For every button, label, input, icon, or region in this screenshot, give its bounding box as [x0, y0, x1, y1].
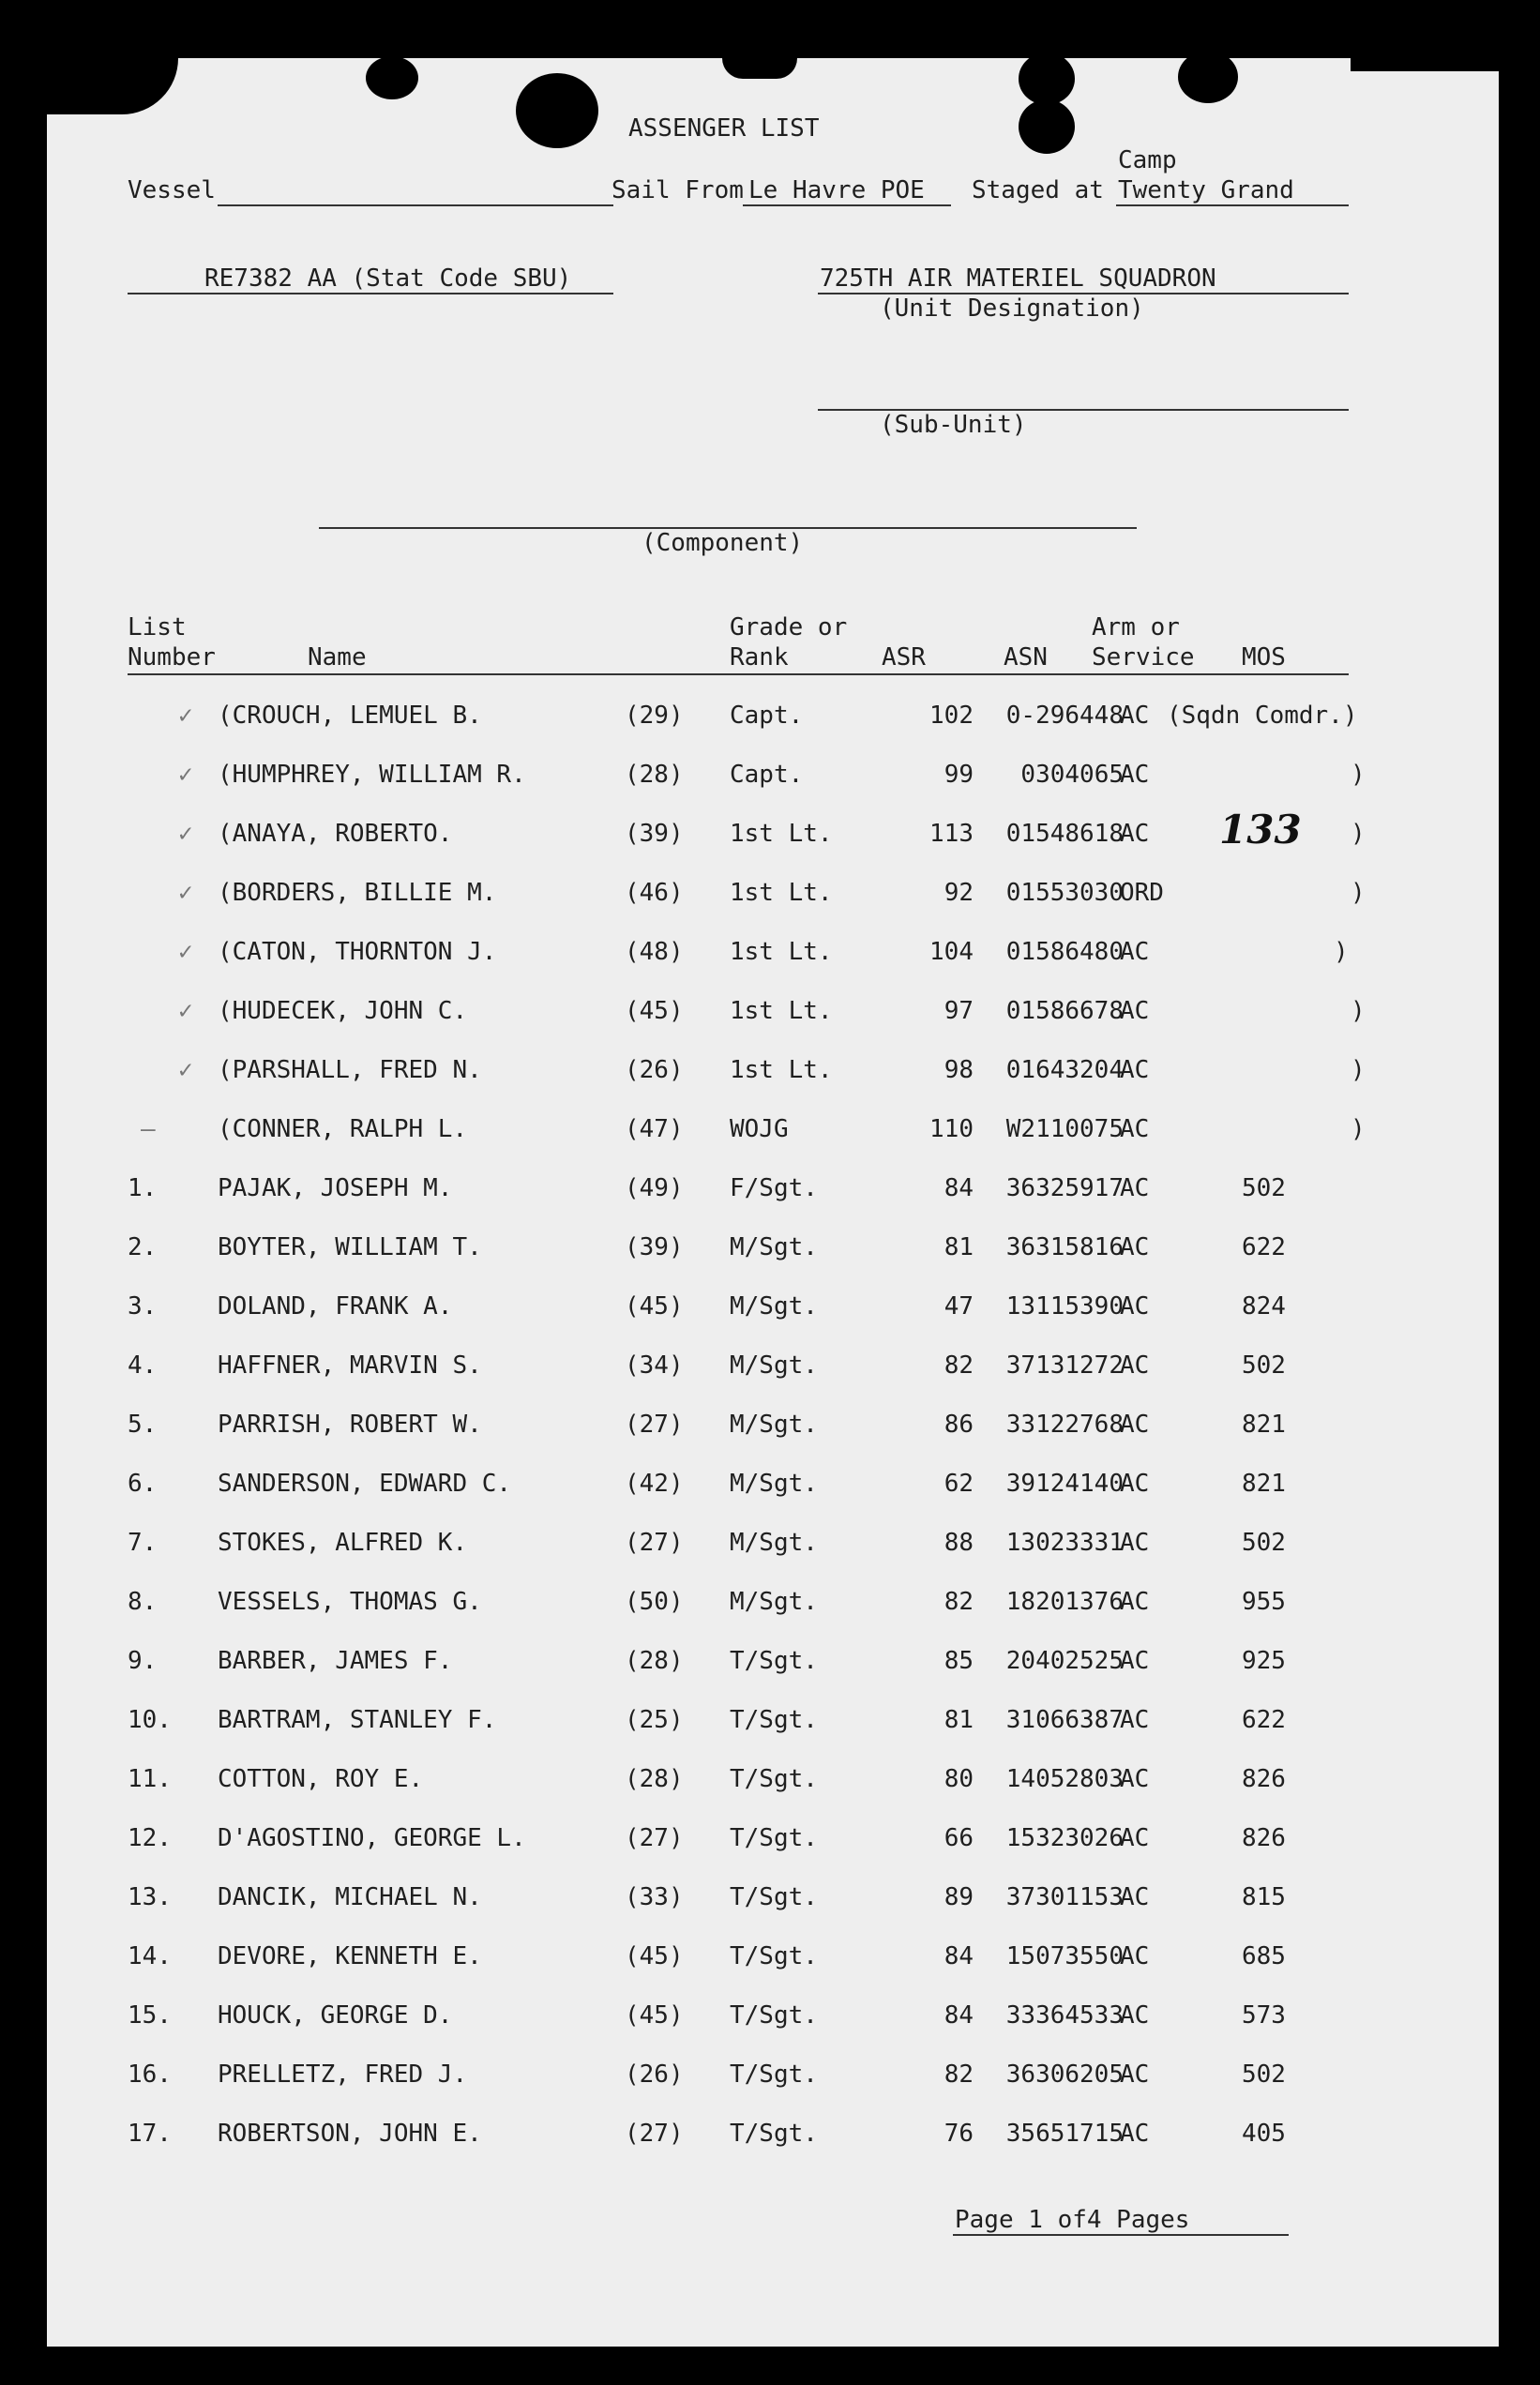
officer-row: [47, 1115, 1499, 1153]
officer-rank: WOJG: [730, 1115, 789, 1143]
dash-mark-icon: —: [141, 1115, 152, 1143]
enlisted-rank: T/Sgt.: [730, 1883, 818, 1911]
enlisted-row: [47, 1765, 1499, 1803]
list-number: 7.: [128, 1529, 158, 1557]
component-label: (Component): [642, 529, 804, 557]
officer-age: (39): [625, 820, 684, 848]
list-number: 5.: [128, 1411, 158, 1439]
enlisted-asr: 62: [944, 1470, 974, 1498]
enlisted-age: (27): [625, 2120, 684, 2148]
enlisted-asr: 66: [944, 1824, 974, 1852]
enlisted-mos: 502: [1242, 1529, 1286, 1557]
punch-hole: [366, 56, 418, 99]
enlisted-mos: 622: [1242, 1706, 1286, 1734]
list-number: 8.: [128, 1588, 158, 1616]
enlisted-arm: AC: [1120, 1411, 1150, 1439]
enlisted-mos: 826: [1242, 1824, 1286, 1852]
page-counter: Page 1 of4 Pages: [955, 2206, 1190, 2234]
enlisted-arm: AC: [1120, 1706, 1150, 1734]
enlisted-rank: M/Sgt.: [730, 1588, 818, 1616]
enlisted-asn: 18201376: [1005, 1588, 1124, 1616]
enlisted-name: BARTRAM, STANLEY F.: [218, 1706, 497, 1734]
check-mark-icon: ✓: [178, 1056, 193, 1084]
officer-name: (BORDERS, BILLIE M.: [218, 879, 497, 907]
enlisted-arm: AC: [1120, 1292, 1150, 1321]
sail-from-line: [743, 204, 951, 206]
enlisted-mos: 622: [1242, 1233, 1286, 1261]
enlisted-row: [47, 1411, 1499, 1448]
officer-name: (HUMPHREY, WILLIAM R.: [218, 761, 526, 789]
list-number: 11.: [128, 1765, 172, 1793]
enlisted-arm: AC: [1120, 1765, 1150, 1793]
camp-value: Twenty Grand: [1118, 176, 1294, 204]
stamped-number: 133: [1219, 807, 1302, 853]
camp-label: Camp: [1118, 146, 1177, 174]
enlisted-asr: 85: [944, 1647, 974, 1675]
enlisted-asn: 13115390: [1005, 1292, 1124, 1321]
officer-paren: ): [1351, 820, 1366, 848]
officer-age: (29): [625, 702, 684, 730]
officer-arm: AC: [1120, 997, 1150, 1025]
enlisted-row: [47, 1824, 1499, 1862]
enlisted-rank: T/Sgt.: [730, 1765, 818, 1793]
enlisted-name: BOYTER, WILLIAM T.: [218, 1233, 482, 1261]
enlisted-row: [47, 1351, 1499, 1389]
enlisted-arm: AC: [1120, 1647, 1150, 1675]
enlisted-age: (28): [625, 1765, 684, 1793]
enlisted-mos: 955: [1242, 1588, 1286, 1616]
col-arm-header: Arm or: [1092, 613, 1180, 642]
col-asr-header: ASR: [882, 643, 926, 672]
enlisted-mos: 925: [1242, 1647, 1286, 1675]
officer-rank: 1st Lt.: [730, 879, 833, 907]
officer-age: (26): [625, 1056, 684, 1084]
enlisted-mos: 821: [1242, 1470, 1286, 1498]
officer-asr: 110: [929, 1115, 974, 1143]
officer-arm: AC: [1120, 1056, 1150, 1084]
enlisted-mos: 502: [1242, 1174, 1286, 1202]
enlisted-age: (39): [625, 1233, 684, 1261]
enlisted-name: DANCIK, MICHAEL N.: [218, 1883, 482, 1911]
officer-rank: 1st Lt.: [730, 997, 833, 1025]
officer-age: (46): [625, 879, 684, 907]
enlisted-asr: 81: [944, 1706, 974, 1734]
officer-asr: 99: [944, 761, 974, 789]
col-list-header-2: Number: [128, 643, 216, 672]
page-title: ASSENGER LIST: [628, 114, 820, 143]
list-number: 12.: [128, 1824, 172, 1852]
officer-asn: 01586480: [1005, 938, 1124, 966]
officer-asr: 104: [929, 938, 974, 966]
list-number: 3.: [128, 1292, 158, 1321]
check-mark-icon: ✓: [178, 761, 193, 789]
enlisted-arm: AC: [1120, 1588, 1150, 1616]
enlisted-asn: 20402525: [1005, 1647, 1124, 1675]
officer-row: [47, 879, 1499, 916]
page-counter-underline: [953, 2234, 1289, 2236]
enlisted-asr: 76: [944, 2120, 974, 2148]
sail-from-value: Le Havre POE: [748, 176, 925, 204]
enlisted-arm: AC: [1120, 2001, 1150, 2030]
officer-rank: 1st Lt.: [730, 1056, 833, 1084]
torn-corner: [47, 58, 178, 114]
enlisted-asn: 35651715: [1005, 2120, 1124, 2148]
enlisted-asn: 33364533: [1005, 2001, 1124, 2030]
officer-rank: 1st Lt.: [730, 938, 833, 966]
enlisted-age: (50): [625, 1588, 684, 1616]
officer-asn: 01548618: [1005, 820, 1124, 848]
enlisted-rank: M/Sgt.: [730, 1529, 818, 1557]
list-number: 2.: [128, 1233, 158, 1261]
enlisted-name: HAFFNER, MARVIN S.: [218, 1351, 482, 1380]
enlisted-mos: 573: [1242, 2001, 1286, 2030]
enlisted-age: (49): [625, 1174, 684, 1202]
torn-edge: [1351, 58, 1499, 71]
enlisted-asn: 13023331: [1005, 1529, 1124, 1557]
enlisted-arm: AC: [1120, 1942, 1150, 1970]
officer-name: (PARSHALL, FRED N.: [218, 1056, 482, 1084]
enlisted-arm: AC: [1120, 1470, 1150, 1498]
officer-arm: ORD: [1120, 879, 1164, 907]
enlisted-age: (25): [625, 1706, 684, 1734]
officer-arm: AC: [1120, 820, 1150, 848]
officer-name: (ANAYA, ROBERTO.: [218, 820, 453, 848]
col-grade-header-2: Rank: [730, 643, 789, 672]
enlisted-asn: 37301153: [1005, 1883, 1124, 1911]
unit-designation-label: (Unit Designation): [880, 294, 1144, 323]
enlisted-asr: 84: [944, 1942, 974, 1970]
enlisted-name: PARRISH, ROBERT W.: [218, 1411, 482, 1439]
officer-asr: 92: [944, 879, 974, 907]
enlisted-row: [47, 1292, 1499, 1330]
enlisted-asr: 88: [944, 1529, 974, 1557]
officer-asr: 98: [944, 1056, 974, 1084]
officer-row: [47, 702, 1499, 739]
list-number: 1.: [128, 1174, 158, 1202]
list-number: 14.: [128, 1942, 172, 1970]
officer-arm: AC: [1120, 761, 1150, 789]
list-number: 6.: [128, 1470, 158, 1498]
enlisted-row: [47, 1174, 1499, 1212]
enlisted-mos: 502: [1242, 2060, 1286, 2089]
enlisted-rank: T/Sgt.: [730, 2060, 818, 2089]
list-number: 16.: [128, 2060, 172, 2089]
enlisted-asn: 36325917: [1005, 1174, 1124, 1202]
enlisted-age: (42): [625, 1470, 684, 1498]
col-grade-header: Grade or: [730, 613, 848, 642]
officer-paren: ): [1351, 879, 1366, 907]
sub-unit-label: (Sub-Unit): [880, 411, 1027, 439]
enlisted-asn: 37131272: [1005, 1351, 1124, 1380]
enlisted-rank: M/Sgt.: [730, 1233, 818, 1261]
enlisted-rank: M/Sgt.: [730, 1351, 818, 1380]
enlisted-name: COTTON, ROY E.: [218, 1765, 424, 1793]
enlisted-name: ROBERTSON, JOHN E.: [218, 2120, 482, 2148]
enlisted-arm: AC: [1120, 1351, 1150, 1380]
list-number: 15.: [128, 2001, 172, 2030]
enlisted-mos: 502: [1242, 1351, 1286, 1380]
list-number: 17.: [128, 2120, 172, 2148]
enlisted-row: [47, 2060, 1499, 2098]
officer-rank: Capt.: [730, 702, 804, 730]
enlisted-asr: 84: [944, 2001, 974, 2030]
enlisted-mos: 815: [1242, 1883, 1286, 1911]
enlisted-age: (26): [625, 2060, 684, 2089]
enlisted-mos: 821: [1242, 1411, 1286, 1439]
officer-paren: ): [1334, 938, 1349, 966]
enlisted-row: [47, 1706, 1499, 1743]
check-mark-icon: ✓: [178, 938, 193, 966]
enlisted-rank: T/Sgt.: [730, 1824, 818, 1852]
enlisted-mos: 826: [1242, 1765, 1286, 1793]
enlisted-name: DEVORE, KENNETH E.: [218, 1942, 482, 1970]
officer-asr: 113: [929, 820, 974, 848]
officer-asr: 97: [944, 997, 974, 1025]
officer-mos: (Sqdn Comdr.): [1167, 702, 1358, 730]
check-mark-icon: ✓: [178, 702, 193, 730]
enlisted-rank: T/Sgt.: [730, 2001, 818, 2030]
list-number: 13.: [128, 1883, 172, 1911]
officer-arm: AC: [1120, 702, 1150, 730]
enlisted-name: BARBER, JAMES F.: [218, 1647, 453, 1675]
staged-at-label: Staged at: [972, 176, 1104, 204]
enlisted-name: VESSELS, THOMAS G.: [218, 1588, 482, 1616]
enlisted-arm: AC: [1120, 1233, 1150, 1261]
officer-paren: ): [1351, 997, 1366, 1025]
punch-hole: [1019, 53, 1075, 105]
enlisted-age: (45): [625, 2001, 684, 2030]
list-number: 4.: [128, 1351, 158, 1380]
list-number: 10.: [128, 1706, 172, 1734]
enlisted-arm: AC: [1120, 1529, 1150, 1557]
enlisted-mos: 405: [1242, 2120, 1286, 2148]
enlisted-rank: M/Sgt.: [730, 1470, 818, 1498]
check-mark-icon: ✓: [178, 879, 193, 907]
torn-edge: [722, 58, 797, 79]
enlisted-name: DOLAND, FRANK A.: [218, 1292, 453, 1321]
enlisted-rank: F/Sgt.: [730, 1174, 818, 1202]
col-list-header: List: [128, 613, 187, 642]
enlisted-asr: 89: [944, 1883, 974, 1911]
enlisted-asn: 14052803: [1005, 1765, 1124, 1793]
officer-asn: 01586678: [1005, 997, 1124, 1025]
enlisted-asn: 36315816: [1005, 1233, 1124, 1261]
enlisted-row: [47, 1942, 1499, 1980]
enlisted-asr: 82: [944, 1588, 974, 1616]
officer-asn: 01643204: [1005, 1056, 1124, 1084]
enlisted-row: [47, 1529, 1499, 1566]
enlisted-name: PRELLETZ, FRED J.: [218, 2060, 468, 2089]
officer-asr: 102: [929, 702, 974, 730]
col-name-header: Name: [308, 643, 367, 672]
officer-paren: ): [1351, 761, 1366, 789]
enlisted-mos: 685: [1242, 1942, 1286, 1970]
enlisted-asr: 81: [944, 1233, 974, 1261]
officer-paren: ): [1351, 1056, 1366, 1084]
enlisted-name: STOKES, ALFRED K.: [218, 1529, 468, 1557]
officer-rank: Capt.: [730, 761, 804, 789]
punch-hole: [1019, 99, 1075, 154]
col-asn-header: ASN: [1004, 643, 1048, 672]
officer-arm: AC: [1120, 938, 1150, 966]
enlisted-asn: 39124140: [1005, 1470, 1124, 1498]
enlisted-name: D'AGOSTINO, GEORGE L.: [218, 1824, 526, 1852]
enlisted-asn: 31066387: [1005, 1706, 1124, 1734]
officer-asn: 01553030: [1005, 879, 1124, 907]
officer-row: [47, 938, 1499, 975]
enlisted-arm: AC: [1120, 1883, 1150, 1911]
passenger-list-page: [47, 58, 1499, 2347]
unit-name: 725TH AIR MATERIEL SQUADRON: [820, 264, 1216, 293]
enlisted-name: HOUCK, GEORGE D.: [218, 2001, 453, 2030]
officer-asn: 0304065: [1020, 761, 1124, 789]
enlisted-asn: 15323026: [1005, 1824, 1124, 1852]
enlisted-age: (45): [625, 1292, 684, 1321]
enlisted-asr: 80: [944, 1765, 974, 1793]
officer-name: (CATON, THORNTON J.: [218, 938, 497, 966]
enlisted-row: [47, 2001, 1499, 2039]
enlisted-rank: M/Sgt.: [730, 1411, 818, 1439]
camp-line: [1116, 204, 1349, 206]
enlisted-rank: T/Sgt.: [730, 2120, 818, 2148]
enlisted-rank: M/Sgt.: [730, 1292, 818, 1321]
enlisted-asn: 33122768: [1005, 1411, 1124, 1439]
enlisted-asr: 82: [944, 2060, 974, 2089]
officer-age: (47): [625, 1115, 684, 1143]
enlisted-row: [47, 1588, 1499, 1625]
officer-name: (CONNER, RALPH L.: [218, 1115, 468, 1143]
officer-paren: ): [1351, 1115, 1366, 1143]
col-mos-header: MOS: [1242, 643, 1286, 672]
officer-row: [47, 761, 1499, 798]
enlisted-arm: AC: [1120, 1824, 1150, 1852]
enlisted-age: (45): [625, 1942, 684, 1970]
enlisted-asr: 47: [944, 1292, 974, 1321]
enlisted-asr: 86: [944, 1411, 974, 1439]
check-mark-icon: ✓: [178, 820, 193, 848]
officer-asn: 0-296448: [1005, 702, 1124, 730]
list-number: 9.: [128, 1647, 158, 1675]
enlisted-mos: 824: [1242, 1292, 1286, 1321]
enlisted-asr: 84: [944, 1174, 974, 1202]
enlisted-age: (34): [625, 1351, 684, 1380]
enlisted-age: (33): [625, 1883, 684, 1911]
enlisted-arm: AC: [1120, 2060, 1150, 2089]
enlisted-age: (28): [625, 1647, 684, 1675]
shipment-code-line: [128, 293, 613, 294]
header-underline: [128, 673, 1349, 675]
vessel-label: Vessel: [128, 176, 216, 204]
punch-hole: [516, 73, 598, 148]
officer-name: (HUDECEK, JOHN C.: [218, 997, 468, 1025]
sail-from-label: Sail From: [611, 176, 744, 204]
enlisted-rank: T/Sgt.: [730, 1942, 818, 1970]
check-mark-icon: ✓: [178, 997, 193, 1025]
enlisted-name: SANDERSON, EDWARD C.: [218, 1470, 512, 1498]
enlisted-row: [47, 1647, 1499, 1684]
enlisted-rank: T/Sgt.: [730, 1706, 818, 1734]
officer-asn: W2110075: [1005, 1115, 1124, 1143]
officer-row: [47, 1056, 1499, 1094]
enlisted-age: (27): [625, 1824, 684, 1852]
enlisted-row: [47, 1470, 1499, 1507]
enlisted-arm: AC: [1120, 2120, 1150, 2148]
enlisted-name: PAJAK, JOSEPH M.: [218, 1174, 453, 1202]
officer-row: [47, 997, 1499, 1034]
enlisted-asn: 36306205: [1005, 2060, 1124, 2089]
enlisted-rank: T/Sgt.: [730, 1647, 818, 1675]
enlisted-row: [47, 2120, 1499, 2157]
punch-hole: [1178, 51, 1238, 103]
enlisted-asr: 82: [944, 1351, 974, 1380]
enlisted-arm: AC: [1120, 1174, 1150, 1202]
officer-name: (CROUCH, LEMUEL B.: [218, 702, 482, 730]
col-arm-header-2: Service: [1092, 643, 1195, 672]
shipment-code: RE7382 AA (Stat Code SBU): [204, 264, 572, 293]
officer-arm: AC: [1120, 1115, 1150, 1143]
enlisted-asn: 15073550: [1005, 1942, 1124, 1970]
enlisted-row: [47, 1233, 1499, 1271]
vessel-line: [218, 204, 613, 206]
officer-age: (45): [625, 997, 684, 1025]
enlisted-age: (27): [625, 1529, 684, 1557]
enlisted-row: [47, 1883, 1499, 1921]
enlisted-age: (27): [625, 1411, 684, 1439]
officer-age: (28): [625, 761, 684, 789]
officer-rank: 1st Lt.: [730, 820, 833, 848]
officer-age: (48): [625, 938, 684, 966]
